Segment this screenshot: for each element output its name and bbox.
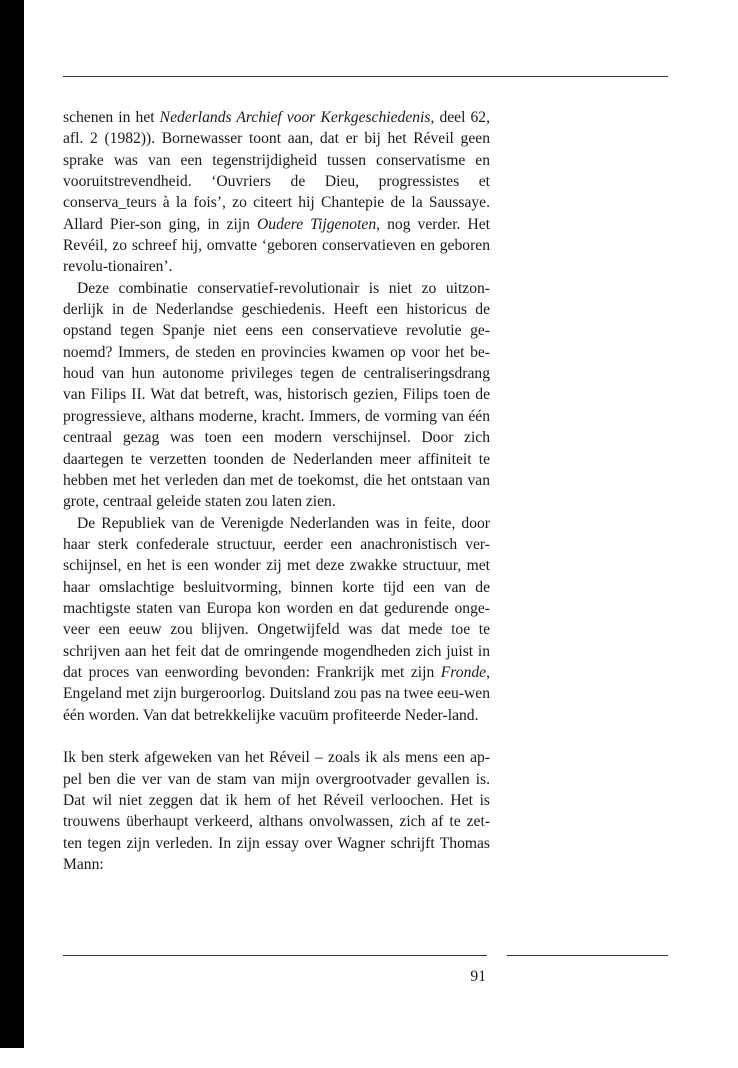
- top-rule: [63, 76, 668, 77]
- paragraph: [63, 747, 490, 875]
- text-run: De Republiek van de Verenigde Nederlanden was in feite, door haar sterk confederale structuur, eerder een anachronistisch ver-schijnsel, en het is een wonder zij met deze zwakke structuur, met haar omslachtige besluitvorming, binnen korte tijd een van de machtigste staten van Europa kon worden en dat gedurende onge-veer een eeuw zou blijven. Ongetwijfeld was dat mede toe te schrijven aan het feit dat de omringende mogendheden zich juist in dat proces van eenwording bevonden: Frankrijk met zijn: [63, 514, 490, 681]
- text-run: , nog verder. Het Revéil, zo schreef hij, omvatte ‘geboren conservatieven en geboren revolu-tionairen’.: [63, 215, 491, 276]
- text-run: Ik ben sterk afgeweken van het Réveil – zoals ik als mens een ap-pel ben die ver van de stam van mijn overgrootvader gevallen is. Dat wil niet zeggen dat ik hem of het Réveil verloochen. Het is trouwens überhaupt verkeerd, althans onvolwassen, zich af te zet-ten tegen zijn verleden. In zijn essay over Wagner schrijft Thomas Mann:: [63, 749, 490, 874]
- scan-binding-edge: [0, 0, 24, 1048]
- page-number: 91: [470, 968, 486, 985]
- text-run: , Engeland met zijn burgeroorlog. Duitsland zou pas na twee eeu-wen één worden. Van dat betrekkelijke vacuüm profiteerde Neder-land.: [63, 663, 490, 724]
- text-run: Deze combinatie conservatief-revolutionair is niet zo uitzon-derlijk in de Nederlandse geschiedenis. Heeft een historicus de opstand tegen Spanje niet eens een conservatieve revolutie ge-noemd? Immers, de steden en provincies kwamen op voor het be-houd van hun autonome privileges tegen de centraliseringsdrang van Filips II. Wat dat betreft, was, historisch gezien, Filips toen de progressieve, althans moderne, kracht. Immers, de vorming van één centraal gezag was toen een modern verschijnsel. Door zich daartegen te verzetten toonden de Nederlanden meer affiniteit te hebben met het verleden dan met de toekomst, die het ontstaan van grote, centraal geleide staten zou laten zien.: [63, 279, 490, 511]
- paragraph: [63, 107, 490, 278]
- paragraph: [63, 513, 490, 726]
- italic-title: Oudere Tijgenoten: [257, 215, 377, 233]
- bottom-rule-left: [63, 955, 487, 956]
- text-run: , deel 62, afl. 2 (1982)). Bornewasser toont aan, dat er bij het Réveil geen sprake was van een tegenstrijdigheid tussen conservatisme en vooruitstrevendheid. ‘Ouvriers de Dieu, progressistes et conserva_teurs à la fois’, zo citeert hij Chantepie de la Saussaye. Allard Pier-son ging, in zijn: [63, 109, 490, 233]
- bottom-rule-right: [507, 955, 668, 956]
- italic-title: Fronde: [440, 663, 487, 681]
- italic-title: Nederlands Archief voor Kerkgeschiedenis: [159, 109, 431, 126]
- text-run: schenen in het: [63, 109, 160, 126]
- body-text: [63, 107, 490, 875]
- paragraph: [63, 278, 490, 513]
